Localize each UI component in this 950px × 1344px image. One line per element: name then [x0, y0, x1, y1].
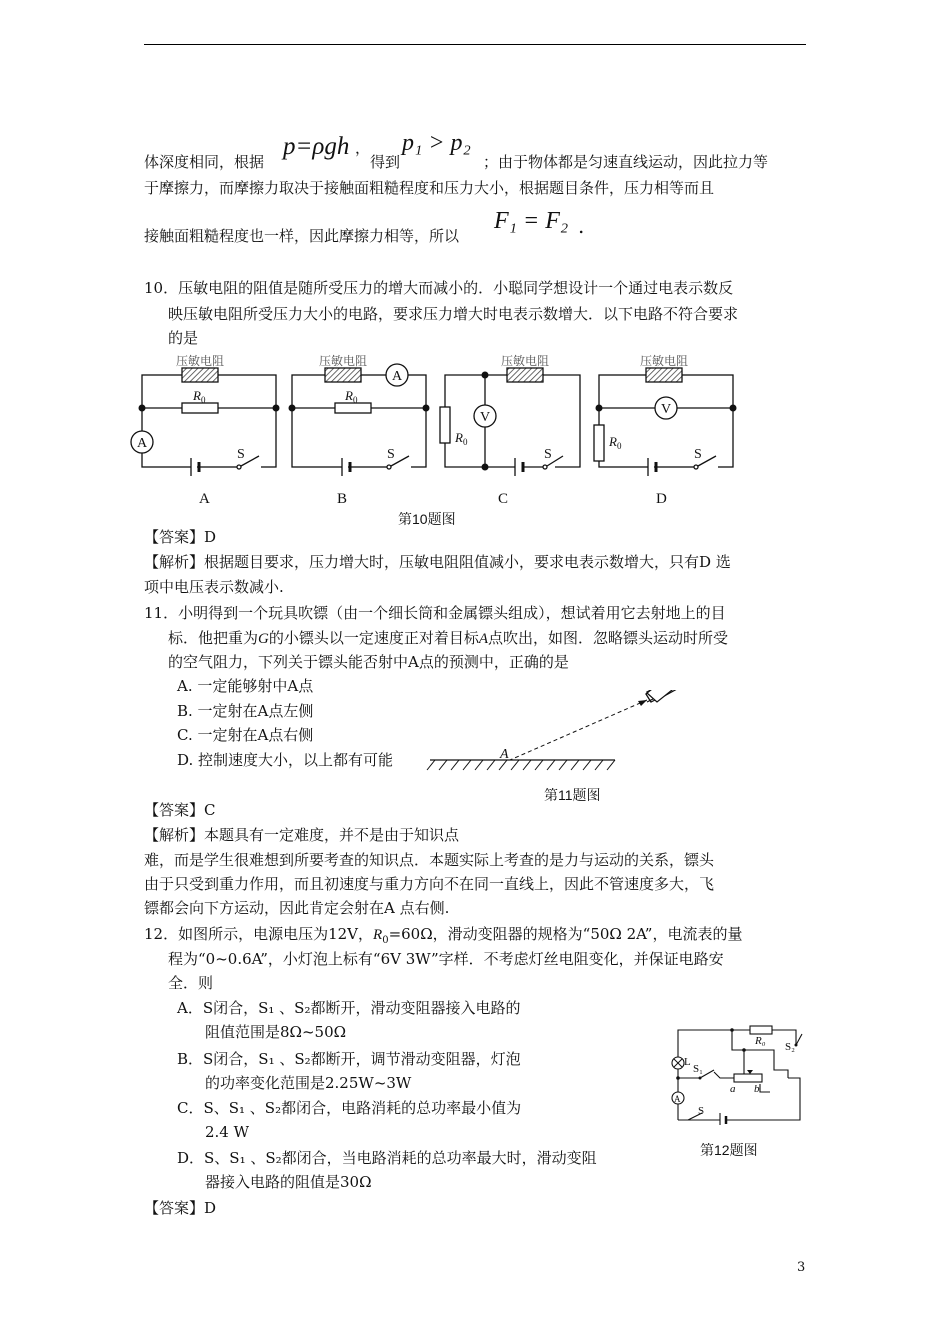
r0-label: R₀: [755, 1035, 766, 1047]
q9-comma: ，: [355, 139, 371, 157]
ammeter-label-b: A: [392, 369, 403, 384]
s2-label: S₂: [785, 1041, 795, 1053]
q9-line1c: ；由于物体都是匀速直线运动，因此拉力等: [483, 153, 769, 171]
q10-line3: 的是: [168, 329, 199, 347]
ammeter-label: A: [674, 1094, 681, 1104]
r0-resistor-c: [440, 407, 450, 443]
circuit-b: [292, 375, 426, 467]
q10-line1: 10．压敏电阻的阻值是随所受压力的增大而减小的．小聪同学想设计一个通过电表示数反: [144, 279, 734, 297]
q11-line2: 标．他把重为G的小镖头以一定速度正对着目标A点吹出，如图．忽略镖头运动时所受: [168, 629, 729, 647]
sensor-resistor-d: [646, 368, 682, 382]
q11-option-b: B. 一定射在A点左侧: [177, 702, 314, 720]
q11-option-a: A. 一定能够射中A点: [177, 677, 314, 695]
q11-line3: 的空气阻力，下列关于镖头能否射中A点的预测中，正确的是: [168, 653, 569, 671]
q12-answer: 【答案】D: [144, 1199, 217, 1217]
lamp-label: L: [684, 1056, 691, 1068]
q9-line1b: 得到: [370, 153, 401, 171]
rheostat: [734, 1074, 762, 1082]
battery-a: [191, 458, 199, 476]
sensor-resistor-c: [507, 368, 543, 382]
q12-line2: 程为“0~0.6A”，小灯泡上标有“6V 3W”字样．不考虑灯丝电阻变化，并保证电路安: [168, 950, 724, 968]
q12-line1: 12．如图所示，电源电压为12V，$R_0=60\Omega$，滑动变阻器的规格为“50Ω 2A”，电流表的量: [144, 925, 743, 946]
switch-s2: [796, 1034, 802, 1045]
q11-answer: 【答案】C: [144, 801, 216, 819]
q9-line1a: 体深度相同，根据: [144, 153, 265, 171]
q12-option-c-line2: 2.4 W: [205, 1123, 250, 1141]
battery-b: [342, 458, 350, 476]
q11-option-c: C. 一定射在A点右侧: [177, 726, 314, 744]
s1-label: S₁: [693, 1063, 703, 1075]
target-point-label: A: [500, 747, 509, 762]
q10-analysis2: 项中电压表示数减小.: [144, 578, 284, 596]
switch-label-c: S: [544, 447, 552, 462]
q11-caption: 第11题图: [544, 787, 601, 803]
q10-line2: 映压敏电阻所受压力大小的电路，要求压力增大时电表示数增大．以下电路不符合要求: [168, 305, 739, 323]
lamp: [672, 1057, 684, 1069]
sensor-label-b: 压敏电阻: [319, 354, 368, 368]
r0-label-d: $R_0$: [609, 434, 622, 451]
q11-dart-figure: [425, 690, 695, 780]
battery: [720, 1113, 746, 1125]
q11-line1: 11．小明得到一个玩具吹镖（由一个细长筒和金属镖头组成），想试着用它去射地上的目: [144, 604, 726, 622]
circuit-d: [599, 375, 733, 467]
q10-analysis1: 【解析】根据题目要求，压力增大时，压敏电阻阻值减小，要求电表示数增大，只有D 选: [144, 553, 731, 571]
s-label: S: [698, 1105, 705, 1117]
q12-circuit-figure: [660, 1020, 810, 1125]
q12-line3: 全．则: [168, 974, 214, 992]
battery-d: [648, 458, 656, 476]
sensor-resistor-b: [325, 368, 361, 382]
voltmeter-label-c: V: [480, 410, 491, 425]
option-label-d: D: [656, 491, 667, 507]
q12-option-d-line2: 器接入电路的阻值是30Ω: [205, 1173, 372, 1191]
r0-resistor-d: [594, 425, 604, 461]
r0-label-c: $R_0$: [455, 430, 468, 447]
q12-option-a-line2: 阻值范围是8Ω~50Ω: [205, 1023, 347, 1041]
trajectory-line: [510, 700, 647, 760]
q11-analysis1: 【解析】本题具有一定难度，并不是由于知识点: [144, 826, 460, 844]
rheostat-b-label: b: [754, 1083, 760, 1095]
q12-option-b-line1: B．S闭合，S₁ 、S₂都断开，调节滑动变阻器，灯泡: [177, 1050, 521, 1068]
q9-period: .: [578, 214, 585, 238]
q12-option-a-line1: A．S闭合，S₁ 、S₂都断开，滑动变阻器接入电路的: [177, 999, 521, 1017]
q11-option-d: D. 控制速度大小，以上都有可能: [177, 751, 394, 769]
trajectory-arrowhead: [638, 700, 647, 706]
r0-label-b: $R_0$: [345, 388, 358, 405]
q11-analysis3: 由于只受到重力作用，而且初速度与重力方向不在同一直线上，因此不管速度多大，飞: [144, 875, 715, 893]
battery-c: [485, 458, 543, 476]
switch-label-d: S: [694, 447, 702, 462]
q9-line2: 于摩擦力，而摩擦力取决于接触面粗糙程度和压力大小，根据题目条件，压力相等而且: [144, 179, 715, 197]
q11-analysis4: 镖都会向下方运动，因此肯定会射在A 点右侧.: [144, 899, 450, 917]
q12-option-d-line1: D．S、S₁ 、S₂都闭合，当电路消耗的总功率最大时，滑动变阻: [177, 1149, 597, 1167]
page-number: 3: [797, 1260, 806, 1275]
option-label-a: A: [199, 491, 210, 507]
q10-circuit-figure: [125, 350, 750, 525]
circuit-c: [445, 375, 580, 467]
q10-answer: 【答案】D: [144, 528, 217, 546]
formula-friction: F₁ = F₂: [494, 208, 569, 234]
formula-compare: p₁ > p₂: [402, 130, 471, 156]
sensor-label-a: 压敏电阻: [176, 354, 225, 368]
sensor-label-d: 压敏电阻: [640, 354, 689, 368]
r0-label-a: $R_0$: [193, 388, 206, 405]
sensor-resistor-a: [182, 368, 218, 382]
ground-hatching: [427, 760, 615, 770]
ammeter-label-a: A: [137, 436, 148, 451]
option-label-c: C: [498, 491, 509, 507]
q11-analysis2: 难，而是学生很难想到所要考查的知识点．本题实际上考查的是力与运动的关系，镖头: [144, 851, 715, 869]
switch-label-b: S: [387, 447, 395, 462]
q9-line3: 接触面粗糙程度也一样，因此摩擦力相等，所以: [144, 227, 460, 245]
voltmeter-label-d: V: [661, 402, 672, 417]
switch-label-a: S: [237, 447, 245, 462]
sensor-label-c: 压敏电阻: [501, 354, 550, 368]
header-rule: [144, 44, 806, 45]
rheostat-a-label: a: [730, 1083, 736, 1095]
r0-resistor: [750, 1026, 772, 1034]
formula-pressure: p=ρgh: [283, 133, 350, 160]
q12-option-b-line2: 的功率变化范围是2.25W~3W: [205, 1074, 412, 1092]
q12-caption: 第12题图: [700, 1142, 758, 1158]
option-label-b: B: [337, 491, 348, 507]
q12-option-c-line1: C．S、S₁ 、S₂都闭合，电路消耗的总功率最小值为: [177, 1099, 522, 1117]
circuit-a: [142, 375, 276, 467]
q10-caption: 第10题图: [398, 511, 456, 527]
